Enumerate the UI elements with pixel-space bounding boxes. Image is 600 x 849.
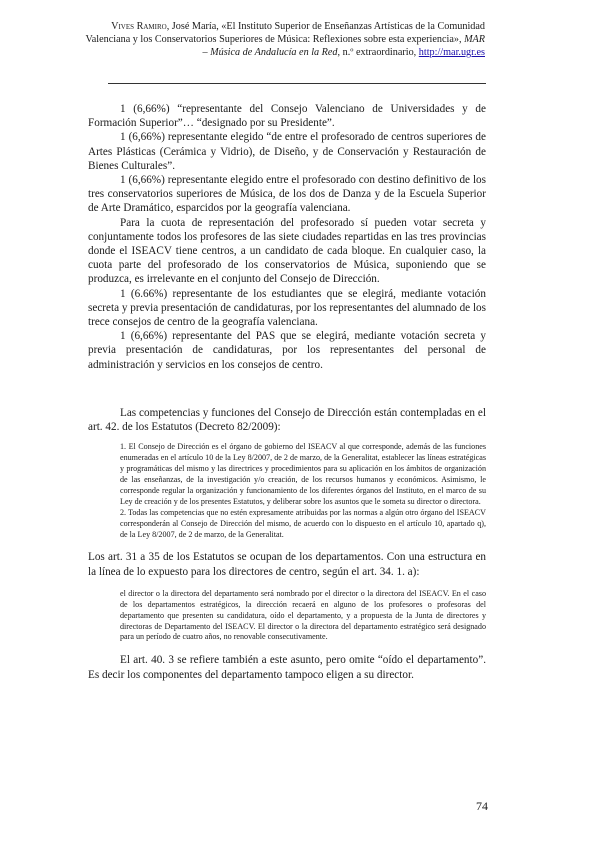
paragraph-pas: 1 (6,66%) representante del PAS que se elegirá, mediante votación secreta y previa presentación de candidaturas, por los representantes del personal de administración y servicios en los consejos de centro. [88, 330, 486, 371]
quote-art34-text: el director o la directora del departamento será nombrado por el director o la directora del ISEACV. En el caso de los departamentos estratégicos, la dirección recaerá en alguno de los profesores o profesoras del departamento que presenten su candidatura, oído el departamento, y a propuesta de la Junta de directores y directoras de Departamento del ISEACV. El director o la directora del departamento estratégico será designado para un período de cuatro años, no renovable consecutivamente. [120, 588, 486, 642]
header-author: Vives Ramiro [111, 21, 167, 32]
block-quote-art42 [120, 442, 486, 540]
block-quote-art34 [120, 589, 486, 644]
page-number: 74 [476, 799, 488, 813]
header-line1: , José María, «El Instituto Superior de Enseñanzas Artísticas de la Comunidad [166, 21, 485, 32]
header-line2: Valenciana y los Conservatorios Superiores de Música: Reflexiones sobre esta experiencia», [85, 34, 465, 45]
paragraph-cuota-profesorado: Para la cuota de representación del profesorado sí pueden votar secreta y conjuntamente todos los profesores de las siete ciudades repartidas en las tres provincias donde el ISEACV tiene centros, a un candidato de cada bloque. En cualquier caso, la cuota parte del profesorado de los conservatorios de Música, suponiendo que se produzca, es irrelevante en el conjunto del Consejo de Dirección. [88, 216, 486, 286]
paragraph-estudiantes: 1 (6.66%) representante de los estudiantes que se elegirá, mediante votación secreta y previa presentación de candidaturas, por los representantes del alumnado de los trece consejos de centro de la geografía valenciana. [88, 287, 486, 329]
running-header [80, 20, 485, 59]
paragraph-conservatorios: 1 (6,66%) representante elegido entre el profesorado con destino definitivo de los tres conservatorios superiores de Música, de los dos de Danza y de la Escuela Superior de Arte Dramático, esparcidos por la geografía valenciana. [88, 174, 486, 215]
paragraph-universidades: 1 (6,66%) “representante del Consejo Valenciano de Universidades y de Formación Superior”… “designado por su Presidente”. [88, 103, 486, 130]
quote-item-1: 1. El Consejo de Dirección es el órgano de gobierno del ISEACV al que corresponde, además de las funciones enumeradas en el artículo 10 de la Ley 8/2007, de 2 de marzo, de la Generalitat, establecer las líneas estratégicas y programáticas del mismo y las directrices y procedimientos para su aplicación en los ámbitos de organización de las enseñanzas, de la investigación y/o creación, de los recursos humanos y económicos. Asimismo, le corresponde regular la organización y funcionamiento de los diferentes órganos del Instituto, en el marco de su Ley de creación y de los presentes Estatutos, y deliberar sobre los asuntos que le someta su director o directora. [120, 442, 486, 506]
paragraph-artes-plasticas: 1 (6,66%) representante elegido “de entre el profesorado de centros superiores de Artes Plásticas (Cerámica y Vidrio), de Diseño, y de Conservación y Restauración de Bienes Culturales”. [88, 131, 486, 172]
header-dash: – [202, 47, 211, 58]
paragraph-competencias: Las competencias y funciones del Consejo de Dirección están contempladas en el art. 42. de los Estatutos (Decreto 82/2009): [88, 406, 486, 434]
header-journal-abbr: MAR [464, 34, 485, 45]
body-text [88, 102, 486, 682]
header-rule [108, 83, 486, 84]
header-journal-full: Música de Andalucía en la Red [210, 47, 338, 58]
paragraph-departamentos: Los art. 31 a 35 de los Estatutos se ocupan de los departamentos. Con una estructura en la línea de lo expuesto para los directores de centro, según el art. 34. 1. a): [88, 551, 486, 578]
header-line3: , n.º extraordinario, [337, 47, 419, 58]
quote-item-2: 2. Todas las competencias que no estén expresamente atribuidas por las normas a algún otro órgano del ISEACV corresponderán al Consejo de Dirección del mismo, de acuerdo con lo dispuesto en el artículo 10, apartado q), de la Ley 8/2007, de 2 de marzo, de la Generalitat. [120, 507, 486, 539]
paragraph-art40: El art. 40. 3 se refiere también a este asunto, pero omite “oído el departamento”. Es decir los componentes del departamento tampoco eligen a su director. [88, 654, 486, 681]
journal-link[interactable]: http://mar.ugr.es [418, 47, 485, 58]
